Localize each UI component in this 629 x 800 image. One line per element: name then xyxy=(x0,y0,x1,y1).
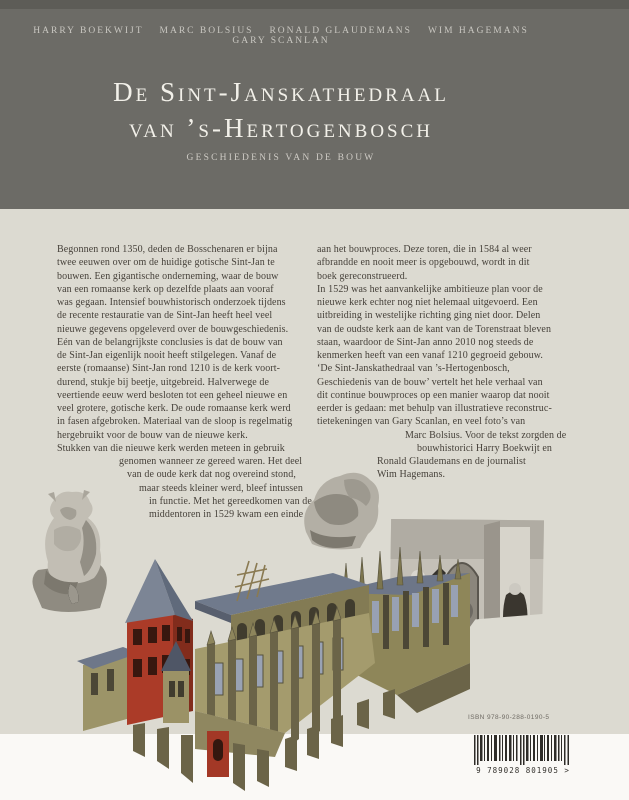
book-title-line2: van ’s-Hertogenbosch xyxy=(128,113,434,143)
ean-barcode xyxy=(468,733,576,779)
barcode-bars xyxy=(474,735,570,765)
cathedral-3d-reconstruction-model xyxy=(45,543,475,800)
body-text-line: Marc Bolsius. Voor de tekst zorgden de xyxy=(405,429,567,441)
body-text-line: dit continue bouwproces op een manier waarop dat nooit xyxy=(317,389,550,401)
body-text-line: de Sint-Jan eigenlijk nooit heeft stilgelegen. Vanaf de xyxy=(57,350,277,361)
author-name: GARY SCANLAN xyxy=(232,36,330,46)
body-text-line: nieuwe kerk echter nog niet helemaal uitgevoerd. Een xyxy=(317,297,538,308)
body-text-line: bouwen. Een gigantische onderneming, waar de bouw xyxy=(57,270,279,282)
body-text-line: hergebruikt voor de bouw van de nieuwe kerk. xyxy=(57,429,248,441)
body-text-line: was gegaan. Intensief bouwhistorisch onderzoek tijdens xyxy=(57,297,286,308)
header-band-top-strip xyxy=(0,0,629,9)
body-text-line: twee eeuwen over om de huidige gotische Sint-Jan te xyxy=(57,257,275,269)
body-text-line: in fasen afgebroken. Materiaal van de sloop is regelmatig xyxy=(57,416,293,428)
body-text-line: eerder is gedaan: met behulp van illustratieve reconstruc- xyxy=(317,403,552,414)
book-subtitle: GESCHIEDENIS VAN DE BOUW xyxy=(186,153,376,163)
body-text-line: durend, stukje bij beetje, uitgebreid. Halverwege de xyxy=(57,376,270,388)
body-text-line: staan, waardoor de Sint-Jan anno 2010 nog steeds de xyxy=(317,336,534,348)
right-text-column xyxy=(317,243,579,482)
body-text-line: middentoren in 1529 kwam een einde xyxy=(149,509,304,520)
body-text-line: genomen wanneer ze gereed waren. Het deel xyxy=(119,456,303,467)
body-text-line: Begonnen rond 1350, deden de Bosschenaren er bijna xyxy=(57,244,278,255)
body-text-line: Eén van de belangrijkste conclusies is dat de bouw van xyxy=(57,336,283,348)
body-text-line: van de oude kerk dat nog overeind stond, xyxy=(127,469,296,481)
author-name: MARC BOLSIUS xyxy=(159,26,254,36)
body-text-line: Wim Hagemans. xyxy=(377,469,446,481)
body-text-line: nieuwe gegevens opgeleverd over de bouwgeschiedenis. xyxy=(57,323,289,335)
author-name: RONALD GLAUDEMANS xyxy=(269,26,412,36)
body-text-line: van een romaanse kerk op dezelfde plaats aan vooraf xyxy=(57,283,274,295)
author-name: HARRY BOEKWIJT xyxy=(33,26,144,36)
body-text-line: kenmerken heeft van een vanaf 1210 gegroeid gebouw. xyxy=(317,350,544,361)
author-name: WIM HAGEMANS xyxy=(427,26,529,36)
body-text-line: bouwhistorici Harry Boekwijt en xyxy=(417,442,553,454)
stone-sculpture-fragment xyxy=(300,462,382,552)
isbn-label: ISBN 978-90-288-0190-5 xyxy=(468,714,550,721)
body-text-line: In 1529 was het aanvankelijke ambitieuze plan voor de xyxy=(317,283,543,295)
body-text-line: Geschiedenis van de bouw’ vertelt het hele verhaal van xyxy=(317,376,543,388)
body-text-line: maar steeds kleiner werd, bleef intussen xyxy=(139,482,303,494)
body-text-line: van de oudste kerk aan de kant van de Torenstraat bleven xyxy=(317,323,552,335)
body-text-line: eerste (romaanse) Sint-Jan rond 1210 is de kerk voort- xyxy=(57,363,281,375)
book-title-line1: De Sint-Janskathedraal xyxy=(113,77,449,107)
body-text-line: afbrandde en nooit meer is opgebouwd, wordt in dit xyxy=(317,257,530,269)
body-text-line: veel grotere, gotische kerk. De oude romaanse kerk werd xyxy=(57,403,291,414)
authors-line xyxy=(0,26,562,46)
body-text-line: Stukken van die nieuwe kerk werden meteen in gebruik xyxy=(57,442,285,454)
body-text-line: boek gereconstrueerd. xyxy=(317,270,408,282)
header-band xyxy=(0,0,629,209)
barcode-digits: 9 789028 801905 > xyxy=(476,766,570,775)
body-text-line: de recente restauratie van de Sint-Jan heeft heel veel xyxy=(57,310,273,322)
body-text-line: tietekeningen van Gary Scanlan, en veel foto’s van xyxy=(317,416,526,428)
body-text-line: ‘De Sint-Janskathedraal van ’s-Hertogenbosch, xyxy=(317,363,510,375)
body-text-line: uitbreiding in westelijke richting ging niet door. Delen xyxy=(317,310,541,322)
body-text-line: in functie. Met het gereedkomen van de xyxy=(149,495,312,507)
body-text-line: Ronald Glaudemans en de journalist xyxy=(377,456,526,467)
body-text-line: veertiende eeuw werd besloten tot een geheel nieuwe en xyxy=(57,389,288,401)
body-text-line: aan het bouwproces. Deze toren, die in 1584 al weer xyxy=(317,244,532,255)
book-title xyxy=(0,74,562,146)
